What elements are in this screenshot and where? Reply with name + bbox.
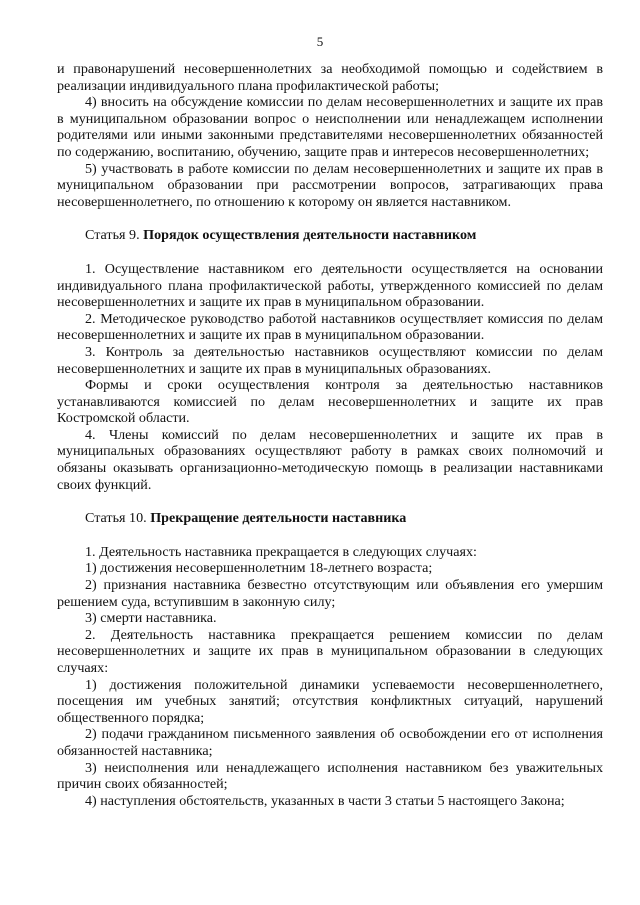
paragraph: 1. Осуществление наставником его деятельности осуществляется на основании индивидуального плана профилактической работы, утвержденного комиссией по делам несовершеннолетних и защите их прав в муниципальном образовании. bbox=[57, 260, 603, 311]
paragraph: 3) смерти наставника. bbox=[85, 610, 217, 627]
paragraph: и правонарушений несовершеннолетних за необходимой помощью и содействием в реализации индивидуального плана профилактической работы; bbox=[57, 61, 603, 94]
page-number: 5 bbox=[316, 34, 324, 49]
paragraph: 1) достижения положительной динамики успеваемости несовершеннолетнего, посещения им учебных занятий; отсутствия конфликтных ситуаций, нарушений общественного порядка; bbox=[57, 676, 603, 726]
paragraph: 2) подачи гражданином письменного заявления об освобождении его от исполнения обязанностей наставника; bbox=[57, 726, 603, 759]
paragraph: 5) участвовать в работе комиссии по делам несовершеннолетних и защите их прав в муниципальном образовании при рассмотрении вопросов, затрагивающих права несовершеннолетнего, по отношению к которому он является наставником. bbox=[57, 160, 603, 210]
paragraph: 2. Методическое руководство работой наставников осуществляет комиссия по делам несовершеннолетних и защите их прав в муниципальном образовании. bbox=[57, 310, 603, 344]
paragraph: 4. Члены комиссий по делам несовершеннолетних и защите их прав в муниципальных образованиях осуществляют работу в рамках своих полномочий и обязаны оказывать организационно-методическую помощь в реализации наставниками своих функций. bbox=[57, 426, 603, 493]
document-body bbox=[57, 61, 603, 809]
paragraph: 2) признания наставника безвестно отсутствующим или объявления его умершим решением суда, вступившим в законную силу; bbox=[57, 577, 603, 610]
paragraph: 3. Контроль за деятельностью наставников осуществляют комиссии по делам несовершеннолетних и защите их прав в муниципальных образованиях. bbox=[57, 343, 603, 377]
paragraph: 2. Деятельность наставника прекращается решением комиссии по делам несовершеннолетних и защите их прав в муниципальном образовании в следующих случаях: bbox=[57, 626, 603, 676]
paragraph: 3) неисполнения или ненадлежащего исполнения наставником без уважительных причин своих обязанностей; bbox=[57, 759, 603, 793]
article-9-title: Порядок осуществления деятельности наставником bbox=[143, 227, 477, 244]
article-9-heading bbox=[57, 227, 603, 244]
paragraph: 1) достижения несовершеннолетним 18-летнего возраста; bbox=[85, 560, 433, 577]
article-9-prefix: Статья 9. bbox=[85, 227, 140, 244]
article-10-heading bbox=[57, 510, 603, 527]
article-10-title: Прекращение деятельности наставника bbox=[150, 510, 407, 527]
paragraph: Формы и сроки осуществления контроля за деятельностью наставников устанавливаются комиссией по делам несовершеннолетних и защите их прав Костромской области. bbox=[57, 377, 603, 427]
paragraph: 4) вносить на обсуждение комиссии по делам несовершеннолетних и защите их прав в муниципальном образовании вопрос о неисполнении или ненадлежащем исполнении родителями или иными законными представителями несовершеннолетних обязанностей по содержанию, воспитанию, обучению, защите прав и интересов несовершеннолетних; bbox=[57, 94, 603, 160]
article-10-prefix: Статья 10. bbox=[85, 510, 147, 527]
paragraph: 1. Деятельность наставника прекращается в следующих случаях: bbox=[85, 543, 477, 560]
paragraph: 4) наступления обстоятельств, указанных в части 3 статьи 5 настоящего Закона; bbox=[85, 792, 565, 809]
